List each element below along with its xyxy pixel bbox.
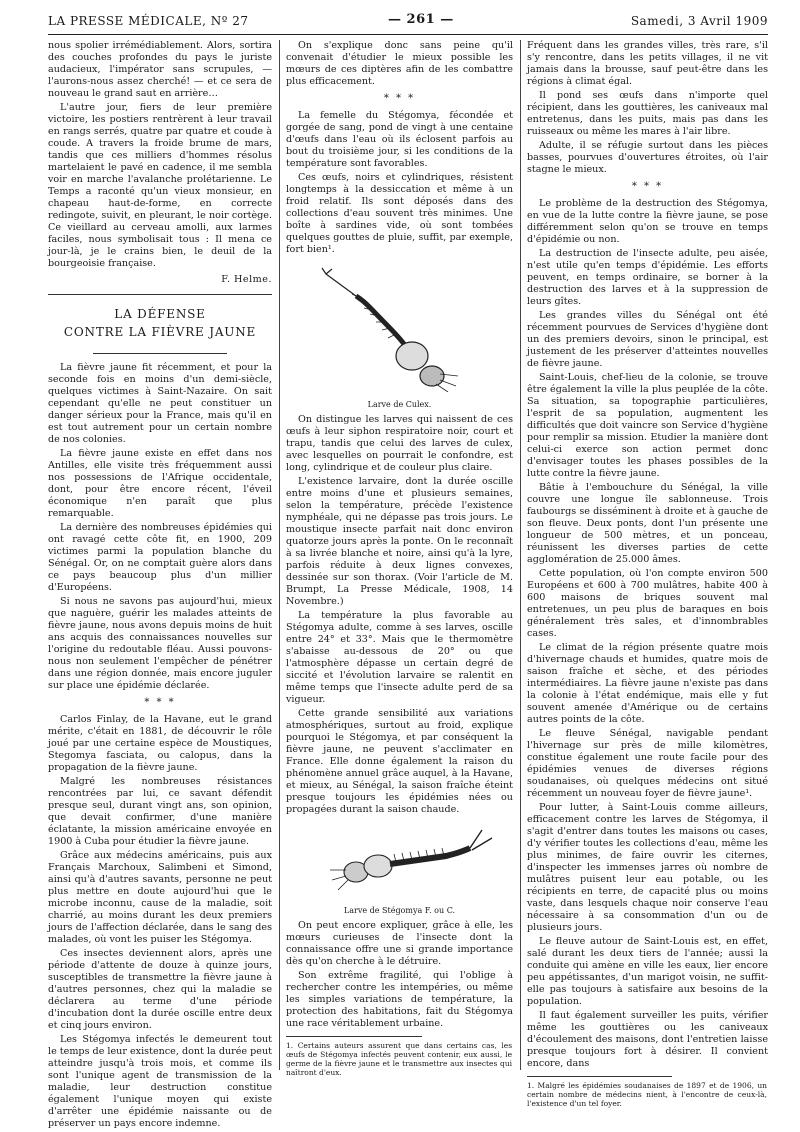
page-number: — 261 —	[388, 12, 454, 27]
paragraph: Le fleuve autour de Saint-Louis est, en effet, salé durant les deux tiers de l'année; aussi la conduite qui amène en ville les eaux, lier encore peu appétissantes, d'un marigot voisin, ne suffit-elle pas toujours à satisfaire aux besoins de la population.	[527, 936, 768, 1007]
paragraph: Le problème de la destruction des Stégomya, en vue de la lutte contre la fièvre jaune, se pose différemment selon qu'on se trouve en temps d'épidémie ou non.	[527, 198, 768, 245]
paragraph: Carlos Finlay, de la Havane, eut le grand mérite, c'était en 1881, de découvrir le rôle joué par une certaine espèce de Moustiques, Stegomya fasciata, ou calopus, dans la propagation de la fièvre jaune.	[48, 714, 272, 773]
paragraph: Adulte, il se réfugie surtout dans les pièces basses, pourvues d'ouvertures étroites, où l'air stagne le mieux.	[527, 140, 768, 175]
paragraph: Si nous ne savons pas aujourd'hui, mieux que naguère, guérir les malades atteints de fièvre jaune, nous avons depuis moins de huit ans acquis des connaissances nouvelles sur l'origine du redoutable fléau. Aussi pouvons-nous non seulement l'empêcher de pénétrer dans une région donnée, mais encore juguler sur place une épidémie déclarée.	[48, 596, 272, 691]
article-title-line-2: CONTRE LA FIÈVRE JAUNE	[63, 325, 257, 339]
column-1	[48, 40, 272, 1132]
footnote-text: 1. Malgré les épidémies soudanaises de 1897 et de 1906, un certain nombre de médecins nient, à l'encontre de ceux-là, l'existence d'un tel foyer.	[527, 1081, 768, 1108]
paragraph: Fréquent dans les grandes villes, très rare, s'il s'y rencontre, dans les petits villages, il ne vit jamais dans la brousse, sauf peut-être dans les régions à climat égal.	[527, 40, 768, 87]
paragraph: Saint-Louis, chef-lieu de la colonie, se trouve être également la ville la plus peuplée de la côte. Sa situation, sa topographie particulières, l'esprit de sa population, augmentent les difficultés que doit vaincre son Service d'hygiène pour remplir sa mission. Etudier la manière dont celui-ci exerce son action permet donc d'envisager toutes les phases possibles de la lutte contre la fièvre jaune.	[527, 372, 768, 479]
culex-larva-illustration	[286, 260, 513, 392]
paragraph: nous spolier irrémédiablement. Alors, sortira des couches profondes du pays le juriste audacieux, l'impérator sans scrupules, — l'aurons-nous assez cherché! — et ce sera de nouveau le grand saut en arrière…	[48, 40, 272, 99]
paragraph: La dernière des nombreuses épidémies qui ont ravagé cette côte fit, en 1900, 209 victimes parmi la population blanche du Sénégal. Or, on ne comptait guère alors dans ce pays beaucoup plus d'un millier d'Européens.	[48, 522, 272, 593]
paragraph: Grâce aux médecins américains, puis aux Français Marchoux, Salimbeni et Simond, ainsi qu'à d'autres savants, personne ne peut plus mettre en doute aujourd'hui que le microbe inconnu, cause de la maladie, soit charrié, au moins durant les deux premiers jours de l'affection déclarée, dans le sang des malades, où vont les puiser les Stégomya.	[48, 850, 272, 945]
paragraph: Les Stégomya infectés le demeurent tout le temps de leur existence, dont la durée peut atteindre jusqu'à trois mois, et comme ils sont l'unique agent de transmission de la maladie, leur destruction constitue également l'unique moyen qui existe d'arrêter une épidémie naissante ou de préserver un pays encore indemne.	[48, 1034, 272, 1129]
figure-caption: Larve de Culex.	[367, 400, 432, 409]
paragraph: Le climat de la région présente quatre mois d'hivernage chauds et humides, quatre mois de saison fraîche et sèche, et des périodes intermédiaires. La fièvre jaune n'existe pas dans la colonie à l'état endémique, mais elle y fut souvent amenée d'Amérique ou de certains autres points de la côte.	[527, 642, 768, 725]
author-signature: F. Helme.	[221, 274, 272, 285]
paragraph: Cette grande sensibilité aux variations atmosphériques, surtout au froid, explique pourquoi le Stégomya, et par conséquent la fièvre jaune, ne peuvent s'acclimater en France. Elle donne également la raison du phénomène annuel grâce auquel, à la Havane, et mieux, au Sénégal, la saison fraîche éteint presque toujours les épidémies nées ou propagées durant la saison chaude.	[286, 708, 513, 815]
paragraph: L'existence larvaire, dont la durée oscille entre moins d'une et plusieurs semaines, selon la température, précède l'existence nymphéale, qui ne dépasse pas trois jours. Le moustique insecte parfait nait donc environ quatorze jours après la ponte. On le reconnaît à sa livrée blanche et noire, ainsi qu'à la lyre, parfois réduite à deux lignes convexes, dessinée sur son thorax. (Voir l'article de M. Brumpt, La Presse Médicale, 1908, 14 Novembre.)	[286, 476, 513, 607]
title-divider	[93, 353, 227, 354]
footnote	[527, 1076, 768, 1108]
paragraph: La femelle du Stégomya, fécondée et gorgée de sang, pond de vingt à une centaine d'œufs dans l'eau où ils éclosent parfois au bout du troisième jour, si les conditions de la température sont favorables.	[286, 110, 513, 169]
paragraph: Ces insectes deviennent alors, après une période d'attente de douze à quinze jours, susceptibles de transmettre la fièvre jaune à d'autres personnes, chez qui la maladie se déclarera au terme d'une période d'incubation dont la durée oscille entre deux et cinq jours environ.	[48, 948, 272, 1031]
asterism: * * *	[383, 93, 416, 104]
footnote	[286, 1036, 513, 1077]
column-2	[286, 40, 513, 1077]
column-3	[527, 40, 768, 1108]
paragraph: On peut encore expliquer, grâce à elle, les mœurs curieuses de l'insecte dont la connaissance offre une si grande importance dès qu'on cherche à le détruire.	[286, 920, 513, 967]
header-rule	[48, 34, 768, 35]
paragraph: On s'explique donc sans peine qu'il convenait d'étudier le mieux possible les mœurs de ces diptères afin de les combattre plus efficacement.	[286, 40, 513, 87]
figure-caption: Larve de Stégomya F. ou C.	[343, 906, 456, 915]
paragraph: Il pond ses œufs dans n'importe quel récipient, dans les gouttières, les caniveaux mal entretenus, dans les puits, mais pas dans les ruisseaux ou même les mares à l'air libre.	[527, 90, 768, 137]
paragraph: Malgré les nombreuses résistances rencontrées par lui, ce savant défendit presque seul, durant vingt ans, son opinion, que devait confirmer, d'une manière éclatante, la mission américaine envoyée en 1900 à Cuba pour étudier la fièvre jaune.	[48, 776, 272, 847]
paragraph: La fièvre jaune existe en effet dans nos Antilles, elle visite très fréquemment aussi nos possessions de l'Afrique occidentale, dont, pour être encore récent, l'éveil économique n'en paraît que plus remarquable.	[48, 448, 272, 519]
paragraph: On distingue les larves qui naissent de ces œufs à leur siphon respiratoire noir, court et trapu, tandis que celui des larves de culex, avec lesquelles on pourrait le confondre, est long, cylindrique et de couleur plus claire.	[286, 414, 513, 473]
figure-stegomya-larva	[286, 820, 513, 902]
paragraph: Ces œufs, noirs et cylindriques, résistent longtemps à la dessiccation et même à un froid relatif. Ils sont déposés dans des collections d'eau souvent très minimes. Une boîte à sardines vide, où sont tombées quelques gouttes de pluie, suffit, par exemple, fort bien¹.	[286, 172, 513, 255]
asterism: * * *	[144, 697, 176, 708]
paragraph: La température la plus favorable au Stégomya adulte, comme à ses larves, oscille entre 24° et 33°. Mais que le thermomètre s'abaisse au-dessous de 20° ou que l'atmosphère dépasse un certain degré de siccité et l'évolution larvaire se ralentit en même temps que l'insecte adulte perd de sa vigueur.	[286, 610, 513, 705]
journal-name: LA PRESSE MÉDICALE, Nº 27	[48, 14, 249, 28]
column-divider-2	[520, 40, 521, 1070]
paragraph: Cette population, où l'on compte environ 500 Européens et 600 à 700 mulâtres, habite 400 à 600 maisons de briques souvent mal entretenues, un peu plus de baraques en bois généralement très sales, et d'innombrables cases.	[527, 568, 768, 639]
paragraph: L'autre jour, fiers de leur première victoire, les postiers rentrèrent à leur travail en rangs serrés, quatre par quatre et coude à coude. A travers la froide brume de mars, tandis que ces milliers d'hommes résolus martelaient le pavé en cadence, il me sembla voir en marche l'avalanche prolétarienne. Le Temps a raconté qu'un vieux monsieur, en chapeau haut-de-forme, en correcte redingote, suivit, en pleurant, le noir cortège. Ce vieillard au cerveau amolli, aux larmes faciles, nous symbolisait tous : Il mena ce jour-là, je le crains bien, le deuil de la bourgeoisie française.	[48, 102, 272, 269]
stegomya-larva-illustration	[286, 820, 513, 898]
issue-date: Samedi, 3 Avril 1909	[630, 14, 768, 28]
paragraph: Les grandes villes du Sénégal ont été récemment pourvues de Services d'hygiène dont un des premiers devoirs, sinon le principal, est justement de les préserver d'atteintes nouvelles de fièvre jaune.	[527, 310, 768, 369]
paragraph: Son extrême fragilité, qui l'oblige à rechercher contre les intempéries, ou même les simples variations de température, la protection des habitations, fait du Stégomya une race véritablement urbaine.	[286, 970, 513, 1029]
figure-culex-larva	[286, 260, 513, 396]
article-title	[48, 305, 272, 341]
column-divider-1	[279, 40, 280, 1070]
paragraph: Bâtie à l'embouchure du Sénégal, la ville couvre une longue île sablonneuse. Trois faubourgs se disséminent à droite et à gauche de son fleuve. Deux ponts, dont l'un présente une longueur de 500 mètres, et un ponceau, réunissent les diverses parties de cette agglomération de 25.000 âmes.	[527, 482, 768, 565]
asterism: * * *	[631, 181, 664, 192]
section-divider	[48, 294, 272, 295]
paragraph: La destruction de l'insecte adulte, peu aisée, n'est utile qu'en temps d'épidémie. Les efforts peuvent, en temps ordinaire, se borner à la destruction des larves et à la suppression de leurs gîtes.	[527, 248, 768, 307]
paragraph: Pour lutter, à Saint-Louis comme ailleurs, efficacement contre les larves de Stégomya, il s'agit d'entrer dans toutes les maisons ou cases, d'y vérifier toutes les collections d'eau, même les plus minimes, de faire ouvrir les citernes, d'inspecter les immenses jarres où nombre de mulâtres puisent leur eau potable, ou les récipients en terre, de capacité plus ou moins vaste, dans lesquels chaque noir conserve l'eau nécessaire à sa consommation d'un ou de plusieurs jours.	[527, 802, 768, 933]
footnote-text: 1. Certains auteurs assurent que dans certains cas, les œufs de Stégomya infectés peuvent contenir, eux aussi, le germe de la fièvre jaune et le transmettre aux insectes qui naîtront d'eux.	[286, 1041, 513, 1077]
article-title-line-1: LA DÉFENSE	[114, 307, 206, 321]
paragraph: Le fleuve Sénégal, navigable pendant l'hivernage sur près de mille kilomètres, constitue également une route facile pour des épidémies venues de diverses régions soudanaises, où quelques médecins ont situé récemment un nouveau foyer de fièvre jaune¹.	[527, 728, 768, 799]
page-header	[48, 12, 768, 34]
paragraph: Il faut également surveiller les puits, vérifier même les gouttières ou les caniveaux d'écoulement des maisons, dont l'entretien laisse presque toujours fort à désirer. Il convient encore, dans	[527, 1010, 768, 1069]
paragraph: La fièvre jaune fit récemment, et pour la seconde fois en moins d'un demi-siècle, quelques victimes à Saint-Nazaire. On sait cependant qu'elle ne peut constituer un danger sérieux pour la France, mais qu'il en est tout autrement pour un certain nombre de nos colonies.	[48, 362, 272, 445]
